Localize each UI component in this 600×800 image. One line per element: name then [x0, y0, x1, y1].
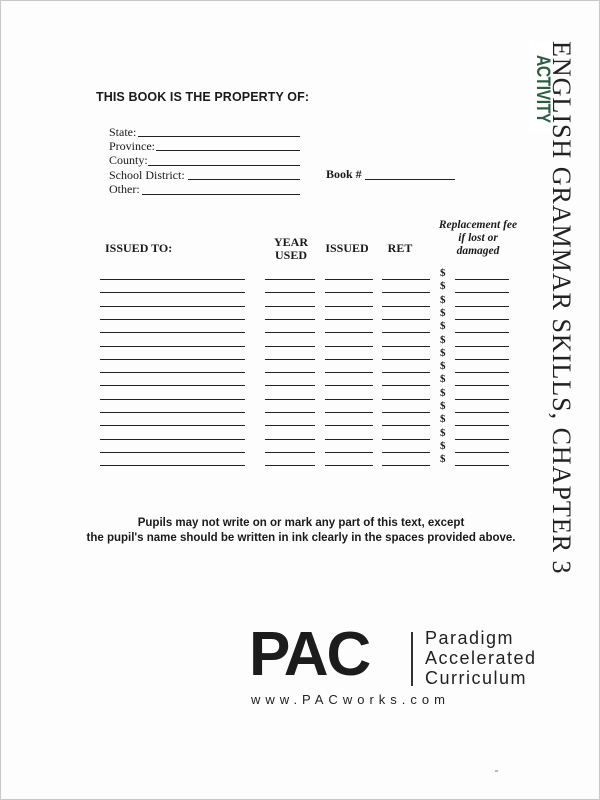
issued-to-line [100, 279, 245, 280]
issued-line [325, 372, 373, 373]
issued-line [325, 425, 373, 426]
issued-to-line [100, 346, 245, 347]
issued-to-header: ISSUED TO: [105, 241, 173, 255]
dollar-sign: $ [440, 360, 446, 373]
issued-line [325, 439, 373, 440]
issued-line [325, 452, 373, 453]
dollar-sign: $ [440, 267, 446, 279]
fee-line [455, 346, 509, 347]
dollar-sign: $ [440, 293, 446, 306]
year-used-line [265, 412, 315, 413]
issued-line [325, 465, 373, 466]
state-label: State: [109, 125, 137, 139]
year-used-line [265, 452, 315, 453]
issued-line [325, 332, 373, 333]
ret-line [382, 346, 430, 347]
fee-line [455, 425, 509, 426]
year-used-line [265, 425, 315, 426]
dollar-sign: $ [440, 426, 446, 439]
issued-to-line [100, 425, 245, 426]
ret-line [382, 359, 430, 360]
issued-line [325, 399, 373, 400]
ret-line [382, 319, 430, 320]
issued-to-line [100, 465, 245, 466]
ret-line [382, 439, 430, 440]
other-blank-line [142, 194, 300, 195]
issued-to-line [100, 412, 245, 413]
state-blank-line [138, 136, 300, 137]
issued-line [325, 306, 373, 307]
logo-word-accelerated: Accelerated [425, 648, 537, 668]
fee-line [455, 359, 509, 360]
ret-line [382, 425, 430, 426]
dollar-sign: $ [440, 400, 446, 412]
book-title-vertical: ENGLISH GRAMMAR SKILLS, CHAPTER 3 [547, 41, 576, 575]
issued-to-line [100, 319, 245, 320]
logo-url: www.PACworks.com [251, 692, 450, 707]
year-used-line [265, 359, 315, 360]
year-used-line [265, 279, 315, 280]
fee-line [455, 279, 509, 280]
school-district-label: School District: [109, 168, 185, 182]
issued-to-line [100, 359, 245, 360]
dollar-sign: $ [440, 439, 446, 452]
issued-line [325, 346, 373, 347]
fee-line [455, 465, 509, 466]
ret-line [382, 452, 430, 453]
fee-line [455, 412, 509, 413]
fee-line [455, 332, 509, 333]
fee-line [455, 319, 509, 320]
issued-to-line [100, 292, 245, 293]
logo-words [425, 628, 537, 688]
replacement-fee-header: Replacement fee if lost or damaged [438, 219, 518, 257]
ret-line [382, 279, 430, 280]
dollar-sign: $ [440, 386, 446, 399]
school-district-blank-line [188, 179, 300, 180]
fee-line [455, 385, 509, 386]
logo-divider [411, 632, 413, 686]
issued-to-line [100, 372, 245, 373]
dollar-sign: $ [440, 320, 446, 333]
logo-word-curriculum: Curriculum [425, 668, 528, 688]
ret-header: RET [387, 241, 413, 255]
issued-to-line [100, 385, 245, 386]
year-used-line [265, 465, 315, 466]
book-number-label: Book # [326, 167, 362, 181]
issued-to-line [100, 306, 245, 307]
county-label: County: [109, 153, 148, 167]
issued-line [325, 412, 373, 413]
dollar-sign: $ [440, 346, 446, 359]
other-label: Other: [109, 182, 140, 196]
notice-line-2: the pupil's name should be written in ink clearly in the spaces provided above. [86, 532, 516, 544]
book-number-blank-line [365, 179, 455, 180]
ret-line [382, 292, 430, 293]
fee-line [455, 306, 509, 307]
province-blank-line [156, 150, 300, 151]
fee-line [455, 452, 509, 453]
dollar-sign: $ [440, 306, 446, 319]
ret-line [382, 412, 430, 413]
issued-header: ISSUED [325, 241, 369, 255]
pac-logo-mark: PAC [249, 620, 370, 689]
issued-line [325, 279, 373, 280]
year-used-line [265, 319, 315, 320]
activity-tab-label: ACTIVITY [532, 55, 553, 123]
province-label: Province: [109, 139, 155, 153]
issued-to-line [100, 452, 245, 453]
dollar-sign: $ [440, 280, 446, 293]
issued-to-line [100, 439, 245, 440]
issued-line [325, 292, 373, 293]
ret-line [382, 399, 430, 400]
year-used-line [265, 332, 315, 333]
issued-line [325, 359, 373, 360]
fee-line [455, 292, 509, 293]
pac-logo [249, 620, 569, 714]
year-used-line [265, 399, 315, 400]
dollar-sign: $ [440, 413, 446, 426]
dollar-sign: $ [440, 373, 446, 386]
dollar-sign: $ [440, 453, 446, 466]
fee-line [455, 439, 509, 440]
issued-line [325, 385, 373, 386]
property-title: THIS BOOK IS THE PROPERTY OF: [96, 90, 310, 104]
county-blank-line [148, 165, 300, 166]
dollar-sign: $ [440, 333, 446, 346]
logo-word-paradigm: Paradigm [425, 628, 515, 648]
ret-line [382, 385, 430, 386]
issued-to-line [100, 399, 245, 400]
year-used-header: YEAR USED [273, 235, 308, 262]
year-used-line [265, 346, 315, 347]
paper-speck [495, 770, 498, 772]
notice-line-1: Pupils may not write on or mark any part of this text, except [137, 517, 465, 529]
year-used-line [265, 292, 315, 293]
fee-line [455, 399, 509, 400]
ret-line [382, 306, 430, 307]
year-used-line [265, 439, 315, 440]
year-used-line [265, 385, 315, 386]
ret-line [382, 332, 430, 333]
ret-line [382, 465, 430, 466]
issued-line [325, 319, 373, 320]
issued-to-line [100, 332, 245, 333]
year-used-line [265, 372, 315, 373]
ret-line [382, 372, 430, 373]
fee-line [455, 372, 509, 373]
year-used-line [265, 306, 315, 307]
